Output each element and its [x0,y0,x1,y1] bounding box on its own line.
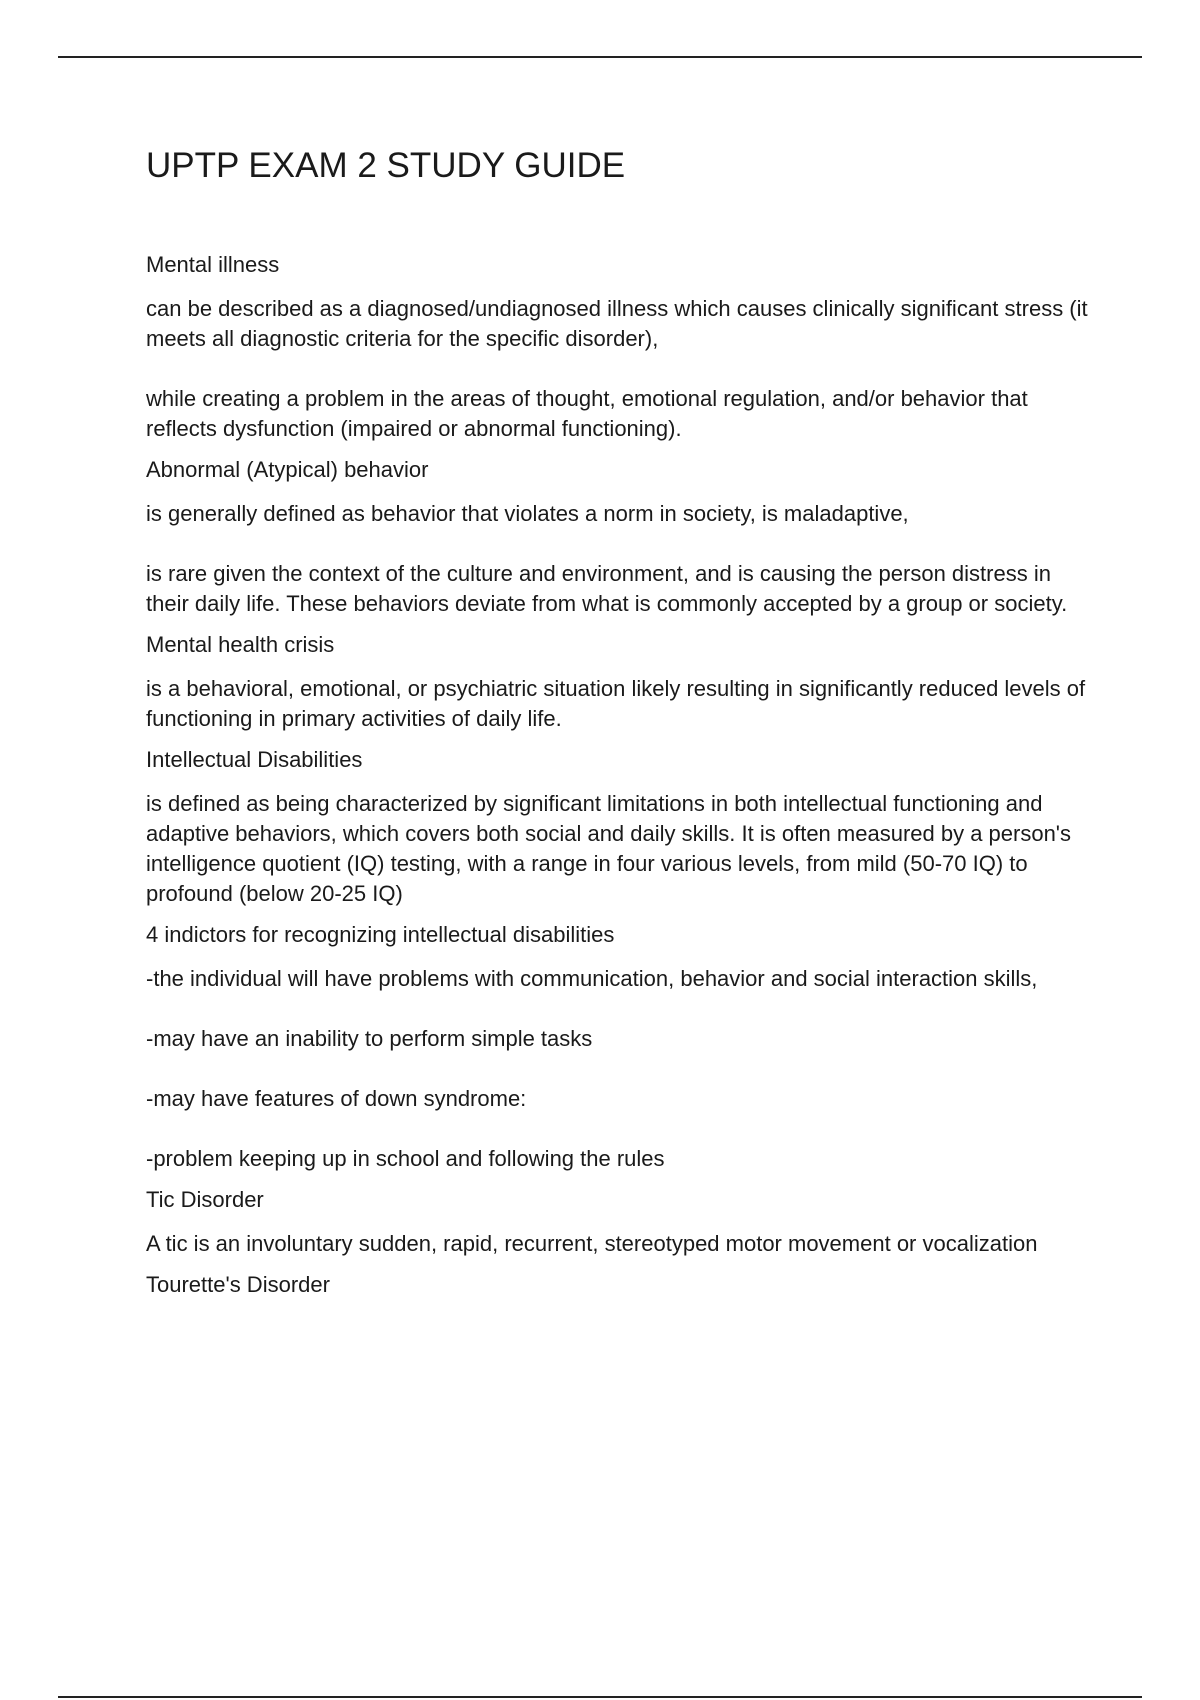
definition-paragraph: is rare given the context of the culture and environment, and is causing the person distress in their daily life. These behaviors deviate from what is commonly accepted by a group or society. [146,561,1068,616]
definition-paragraph: -the individual will have problems with communication, behavior and social interaction skills, [146,966,1038,991]
entry-abnormal-behavior [146,455,1096,619]
entry-tic-disorder [146,1185,1096,1259]
term: Tic Disorder [146,1187,264,1212]
document-body [146,140,1096,1314]
definition-paragraph: is defined as being characterized by significant limitations in both intellectual functioning and adaptive behaviors, which covers both social and daily skills. It is often measured by a person's intelligence quotient (IQ) testing, with a range in four various levels, from mild (50-70 IQ) to profound (below 20-25 IQ) [146,791,1072,906]
entries-list [146,250,1096,1300]
entry-intellectual-disabilities [146,745,1096,909]
entry-mental-health-crisis [146,630,1096,734]
definition-paragraph: -may have features of down syndrome: [146,1086,527,1111]
definition-paragraph: is a behavioral, emotional, or psychiatric situation likely resulting in significantly reduced levels of functioning in primary activities of daily life. [146,676,1086,731]
definition-paragraph: can be described as a diagnosed/undiagnosed illness which causes clinically significant stress (it meets all diagnostic criteria for the specific disorder), [146,296,1088,351]
bottom-rule [58,1696,1142,1698]
term: Intellectual Disabilities [146,747,363,772]
term: Mental health crisis [146,632,335,657]
entry-indicators [146,920,1096,1174]
term: 4 indictors for recognizing intellectual disabilities [146,922,615,947]
entry-mental-illness [146,250,1096,444]
term: Abnormal (Atypical) behavior [146,457,429,482]
document-title: UPTP EXAM 2 STUDY GUIDE [146,146,626,185]
term: Mental illness [146,252,280,277]
definition-paragraph: -problem keeping up in school and following the rules [146,1146,665,1171]
definition-paragraph: A tic is an involuntary sudden, rapid, recurrent, stereotyped motor movement or vocalization [146,1231,1038,1256]
definition-paragraph: is generally defined as behavior that violates a norm in society, is maladaptive, [146,501,909,526]
definition-paragraph: -may have an inability to perform simple tasks [146,1026,593,1051]
definition-paragraph: while creating a problem in the areas of thought, emotional regulation, and/or behavior that reflects dysfunction (impaired or abnormal functioning). [146,386,1028,441]
term: Tourette's Disorder [146,1272,330,1297]
entry-tourettes-disorder [146,1270,1096,1300]
top-rule [58,56,1142,58]
